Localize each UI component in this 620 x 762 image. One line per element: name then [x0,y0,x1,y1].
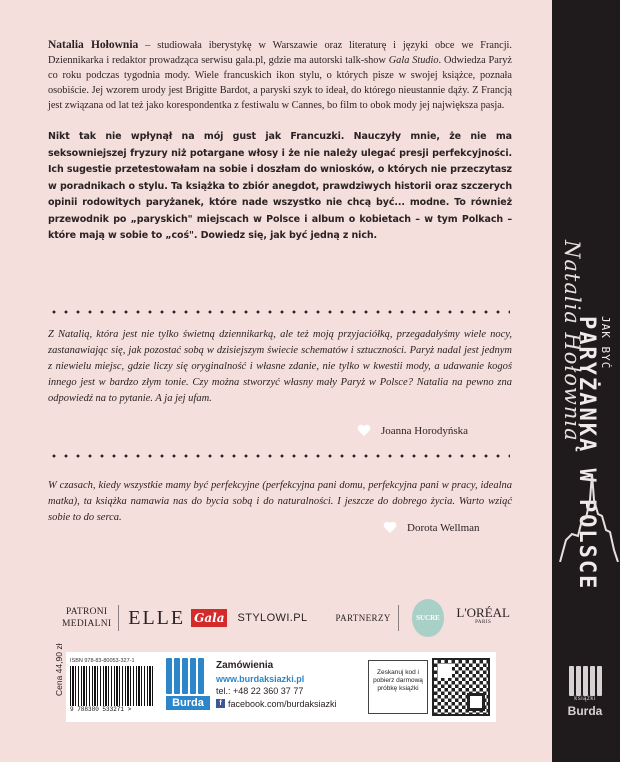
qr-code-icon[interactable] [432,658,490,716]
author-bio-text-2: . Odwiedza Paryż co roku podczas tygodnia mody. Wiele francuskich ikon stylu, o których pisze w swojej książce, poznała osobiście. Jej wzorem urody jest Brigitte Bardot, a paryski szyk to ideał, do którego nieustannie dąży. Z Francją jest związana od lat też jako korespondentka z festiwalu w Cannes, bo film to obok mody jej największa pasja. [48,55,512,111]
isbn-text: ISBN 978-83-80053-327-1 [70,658,135,664]
spine-author-name: Natalia Hołownia [560,240,584,442]
burda-books-logo: Burda [166,658,210,716]
partners-bar [62,598,510,638]
loreal-logo: L'ORÉAL PARIS [456,605,510,625]
author-name: Natalia Hołownia [48,39,139,51]
dotted-divider-1 [48,310,510,314]
publisher-info-box [66,652,496,722]
facebook-link[interactable]: f facebook.com/burdaksiazki [216,698,337,711]
quote-horodynska: Z Natalią, która jest nie tylko świetną dziennikarką, ale też moją przyjaciółką, przegadałyśmy wiele nocy, zastanawiając się, jak pozostać sobą w dzisiejszym świecie schematów i sztuczności. Paryż nadal jest jednym z niewielu miejsc, gdzie liczy się oryginalność i własne zdanie, nie tylko w kwestii mody, a udawanie kogoś innego jest w bardzo złym tonie. Czy można stworzyć własny mały Paryż w Polsce? Natalia na pewno zna odpowiedź na to pytanie. A ja jej ufam. [48,329,512,404]
quote-signature-1 [357,425,468,437]
author-bio [48,38,512,113]
barcode-number: 9 788380 533271 > [70,706,132,713]
sucre-logo: SUCRE [412,599,445,637]
orders-label: Zamówienia [216,660,274,671]
website-link[interactable]: www.burdaksiazki.pl [216,673,305,684]
spine-title-big: PARYŻANKĄ W POLSCE [574,316,599,591]
patrons-label: PATRONI MEDIALNI [62,607,112,629]
separator [118,605,119,631]
quote-author-1: Joanna Horodyńska [381,425,469,437]
gala-logo: Gala [191,609,227,627]
paris-skyline-icon [552,470,620,562]
separator [398,605,399,631]
quote-wellman: W czasach, kiedy wszystkie mamy być perfekcyjne (perfekcyjna pani domu, perfekcyjna pani w pracy, idealna matka), ta książka namawia nas do bycia sobą i do naturalności. I jeszcze do dobrego życia. Warto wziąć sobie to do serca. [48,480,512,523]
author-bio-text: – studiowała iberystykę w Warszawie oraz literaturę i języki obce we Francji. Dziennikarka i redaktor prowadząca serwisu gala.pl, gdzie ma autorski talk-show [48,40,512,66]
barcode-icon [70,666,154,706]
stylowi-logo: STYLOWI.PL [237,612,308,624]
book-description: Nikt tak nie wpłynął na mój gust jak Francuzki. Nauczyły mnie, że nie ma seksowniejszej fryzury niż potargane włosy i że nie należy ulegać presji perfekcyjności. Ich sugestie przetestowałam na sobie i doszłam do wniosków, o których nie przeczytasz w poradnikach o stylu. Ta książka to zbiór anegdot, prawdziwych historii oraz szczerych opinii rodowitych paryżanek, które nade wszystko nie chcą być... modne. To również przewodnik po „paryskich" miejscach w Polsce i album o kobietach – w tym Polkach – które mają w sobie to „coś". Dowiedz się, jak być jedną z nich. [48,131,512,241]
elle-logo: ELLE [128,606,186,629]
heart-icon [357,425,371,437]
spine-title-small: JAK BYĆ [599,316,612,370]
spine-publisher-logo: książki Burda [562,666,608,726]
heart-icon [383,522,397,534]
quote-author-2: Dorota Wellman [407,522,480,534]
scan-instructions: Zeskanuj kod i pobierz darmową próbkę książki [368,660,428,714]
barcode-block [70,658,156,718]
quote-signature-2 [383,522,480,534]
dotted-divider-2 [48,454,510,458]
show-name: Gala Studio [388,55,439,66]
price-label: Cena 44,90 zł [54,643,64,696]
facebook-icon: f [216,699,225,708]
main-text-column [48,38,512,245]
phone-number: tel.: +48 22 360 37 77 [216,686,304,696]
partners-label: PARTNERZY [335,613,391,623]
orders-contact [216,660,337,710]
